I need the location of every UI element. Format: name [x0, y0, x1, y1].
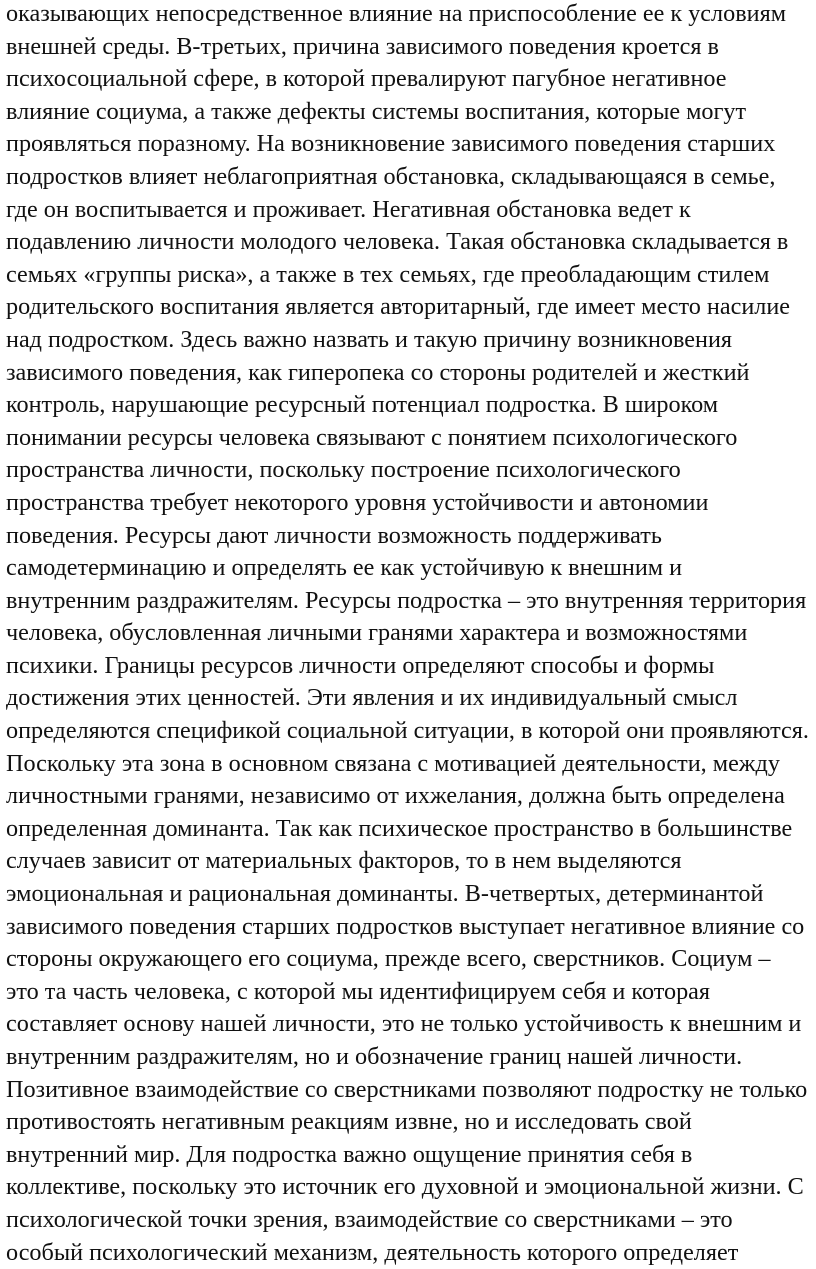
text-line: противостоять негативным реакциям извне, но и исследовать свой — [6, 1108, 692, 1136]
text-line: составляет основу нашей личности, это не только устойчивость к внешним и — [6, 1010, 802, 1038]
text-line: где он воспитывается и проживает. Негативная обстановка ведет к — [6, 195, 691, 223]
text-line: внутренним раздражителям, но и обозначение границ нашей личности. — [6, 1043, 743, 1070]
document-page — [6, 0, 814, 1266]
text-line: над подростком. Здесь важно назвать и такую причину возникновения — [6, 325, 733, 353]
text-line: психологической точки зрения, взаимодействие со сверстниками – это — [6, 1205, 733, 1233]
text-line: подростков влияет неблагоприятная обстановка, складывающаяся в семье, — [6, 162, 776, 190]
text-line: понимании ресурсы человека связывают с понятием психологического — [6, 423, 738, 451]
text-line: зависимого поведения старших подростков выступает негативное влияние со — [6, 912, 805, 940]
text-line: пространства требует некоторого уровня устойчивости и автономии — [6, 488, 709, 516]
text-line: поведения. Ресурсы дают личности возможность поддерживать — [6, 521, 662, 549]
text-line: проявляться поразному. На возникновение зависимого поведения старших — [6, 130, 776, 158]
text-line: определяются спецификой социальной ситуации, в которой они проявляются. — [6, 717, 809, 745]
text-line: пространства личности, поскольку построение психологического — [6, 456, 681, 484]
text-line: эмоциональная и рациональная доминанты. В-четвертых, детерминантой — [6, 880, 764, 908]
text-line: человека, обусловленная личными гранями характера и возможностями — [6, 619, 748, 647]
text-line: особый психологический механизм, деятельность которого определяет — [6, 1238, 739, 1266]
text-line: зависимого поведения, как гиперопека со стороны родителей и жесткий — [6, 358, 750, 386]
text-line: самодетерминацию и определять ее как устойчивую к внешним и — [6, 554, 683, 582]
text-line: внутренним раздражителям. Ресурсы подростка – это внутренняя территория — [6, 586, 807, 614]
text-line: психики. Границы ресурсов личности определяют способы и формы — [6, 651, 715, 679]
text-line: внешней среды. В-третьих, причина зависимого поведения кроется в — [6, 32, 719, 60]
text-line: коллективе, поскольку это источник его духовной и эмоциональной жизни. С — [6, 1173, 804, 1201]
text-line: определенная доминанта. Так как психическое пространство в большинстве — [6, 814, 793, 842]
text-line: это та часть человека, с которой мы идентифицируем себя и которая — [6, 977, 711, 1005]
text-line: контроль, нарушающие ресурсный потенциал подростка. В широком — [6, 391, 719, 419]
text-line: случаев зависит от материальных факторов, то в нем выделяются — [6, 847, 682, 875]
text-line: подавлению личности молодого человека. Такая обстановка складывается в — [6, 228, 789, 256]
text-line: личностными гранями, независимо от ихжелания, должна быть определена — [6, 782, 785, 810]
text-line: оказывающих непосредственное влияние на приспособление ее к условиям — [6, 0, 786, 27]
text-line: внутренний мир. Для подростка важно ощущение принятия себя в — [6, 1140, 693, 1168]
text-line: психосоциальной сфере, в которой превалируют пагубное негативное — [6, 65, 727, 93]
text-line: достижения этих ценностей. Эти явления и их индивидуальный смысл — [6, 684, 738, 712]
text-line: Поскольку эта зона в основном связана с мотивацией деятельности, между — [6, 749, 780, 777]
text-line: родительского воспитания является авторитарный, где имеет место насилие — [6, 293, 791, 321]
text-line: семьях «группы риска», а также в тех семьях, где преобладающим стилем — [6, 260, 770, 288]
text-line: влияние социума, а также дефекты системы воспитания, которые могут — [6, 97, 747, 125]
text-line: стороны окружающего его социума, прежде всего, сверстников. Социум – — [6, 945, 771, 973]
text-line: Позитивное взаимодействие со сверстниками позволяют подростку не только — [6, 1075, 808, 1103]
